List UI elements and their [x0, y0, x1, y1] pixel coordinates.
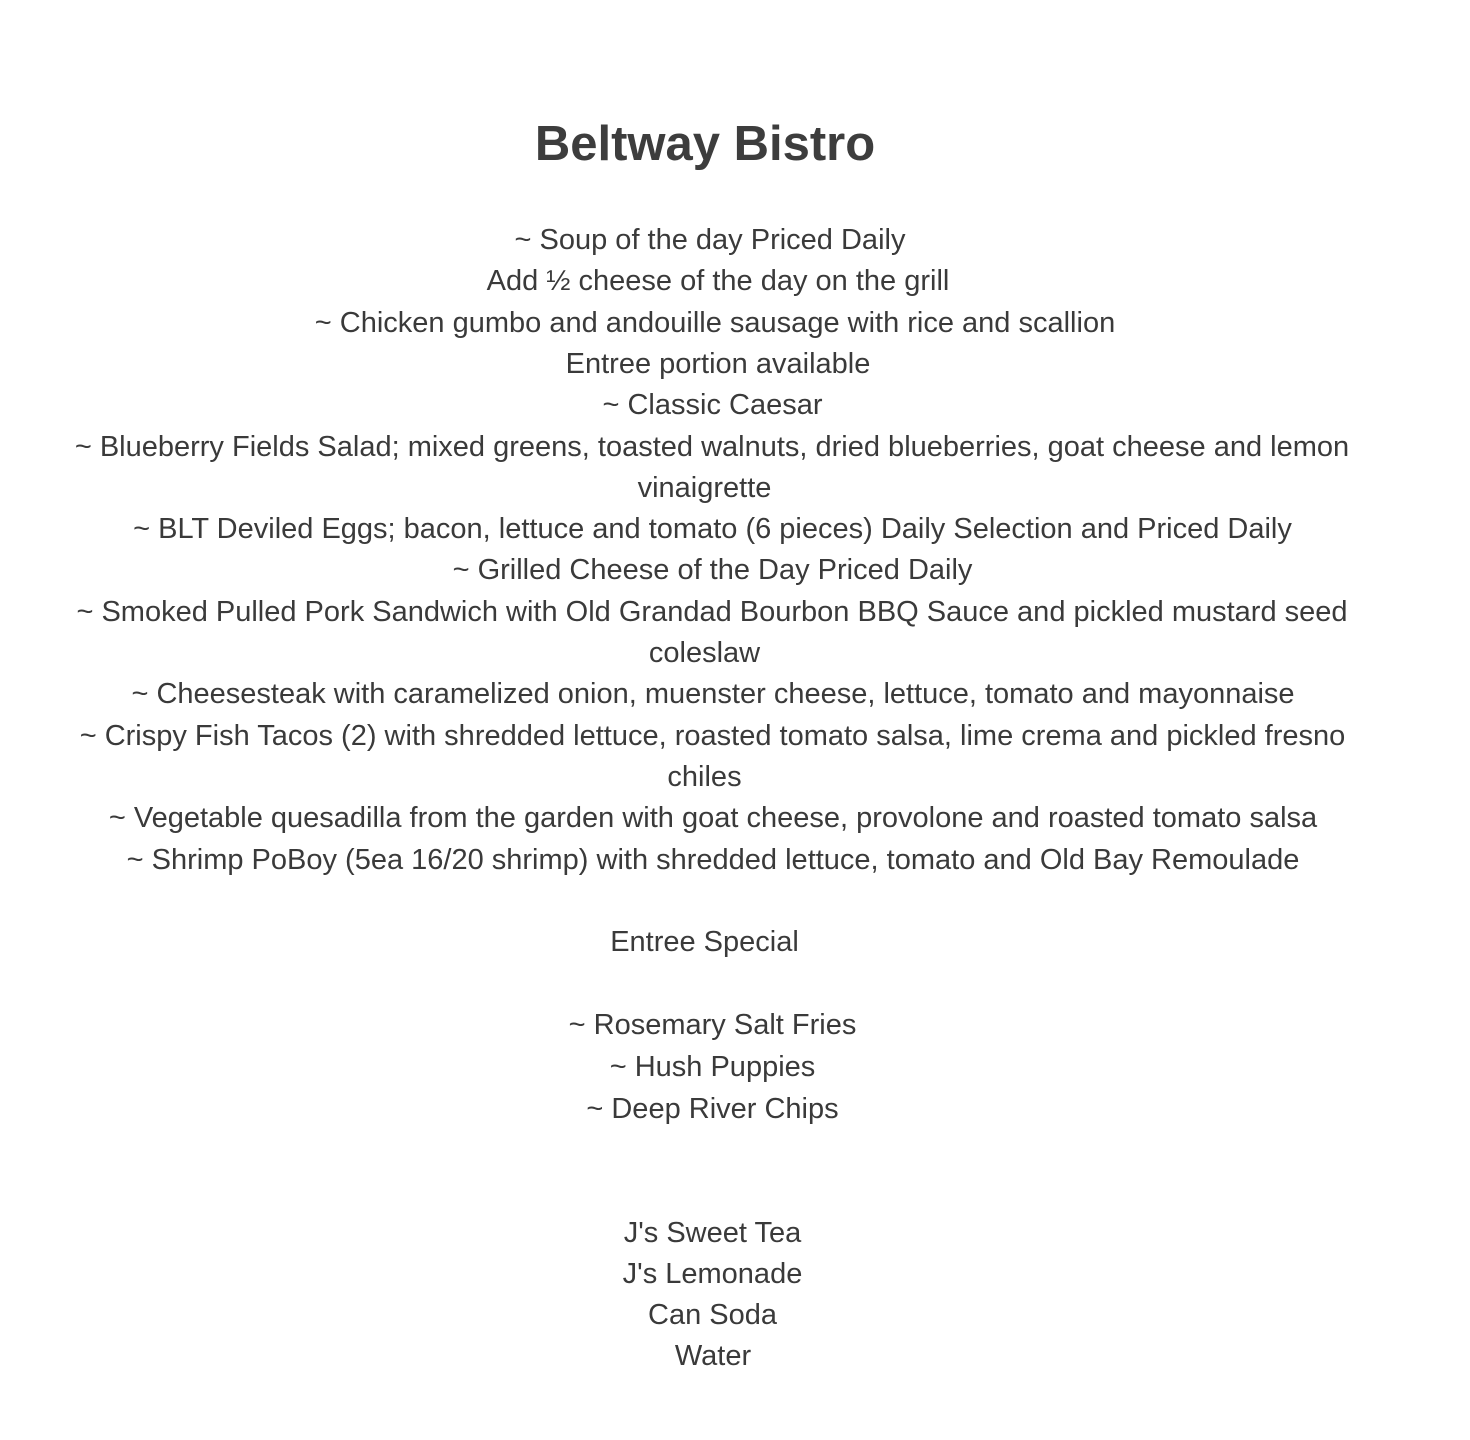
- menu-item-grilled-cheese: ~ Grilled Cheese of the Day Priced Daily: [452, 554, 973, 586]
- side-deep-river-chips: ~ Deep River Chips: [586, 1093, 839, 1125]
- menu-item-blueberry-salad: ~ Blueberry Fields Salad; mixed greens, toasted walnuts, dried blueberries, goat cheese and lemon: [74, 431, 1350, 463]
- drink-can-soda: Can Soda: [648, 1299, 777, 1331]
- menu-item-caesar: ~ Classic Caesar: [602, 389, 823, 421]
- menu-item-shrimp-poboy: ~ Shrimp PoBoy (5ea 16/20 shrimp) with shredded lettuce, tomato and Old Bay Remoulade: [126, 844, 1300, 876]
- menu-item-soup-addon: Add ½ cheese of the day on the grill: [486, 265, 950, 297]
- drink-lemonade: J's Lemonade: [622, 1258, 803, 1290]
- menu-item-blueberry-salad-cont: vinaigrette: [637, 472, 772, 504]
- menu-item-deviled-eggs: ~ BLT Deviled Eggs; bacon, lettuce and tomato (6 pieces) Daily Selection and Priced Daily: [133, 513, 1292, 545]
- entree-special-heading: Entree Special: [610, 926, 799, 958]
- side-rosemary-fries: ~ Rosemary Salt Fries: [568, 1009, 857, 1041]
- menu-item-fish-tacos: ~ Crispy Fish Tacos (2) with shredded lettuce, roasted tomato salsa, lime crema and pickled fresno: [79, 720, 1346, 752]
- menu-item-soup: ~ Soup of the day Priced Daily: [514, 224, 906, 256]
- menu-title: Beltway Bistro: [534, 117, 876, 171]
- menu-item-pulled-pork: ~ Smoked Pulled Pork Sandwich with Old Grandad Bourbon BBQ Sauce and pickled mustard seed: [76, 596, 1348, 628]
- menu-item-pulled-pork-cont: coleslaw: [648, 637, 761, 669]
- menu-item-gumbo: ~ Chicken gumbo and andouille sausage with rice and scallion: [314, 307, 1116, 339]
- menu-item-fish-tacos-cont: chiles: [667, 761, 742, 793]
- side-hush-puppies: ~ Hush Puppies: [609, 1051, 816, 1083]
- drink-water: Water: [674, 1340, 752, 1372]
- menu-item-quesadilla: ~ Vegetable quesadilla from the garden with goat cheese, provolone and roasted tomato salsa: [108, 802, 1318, 834]
- menu-item-cheesesteak: ~ Cheesesteak with caramelized onion, muenster cheese, lettuce, tomato and mayonnaise: [131, 678, 1295, 710]
- menu-item-gumbo-note: Entree portion available: [565, 348, 871, 380]
- drink-sweet-tea: J's Sweet Tea: [623, 1217, 802, 1249]
